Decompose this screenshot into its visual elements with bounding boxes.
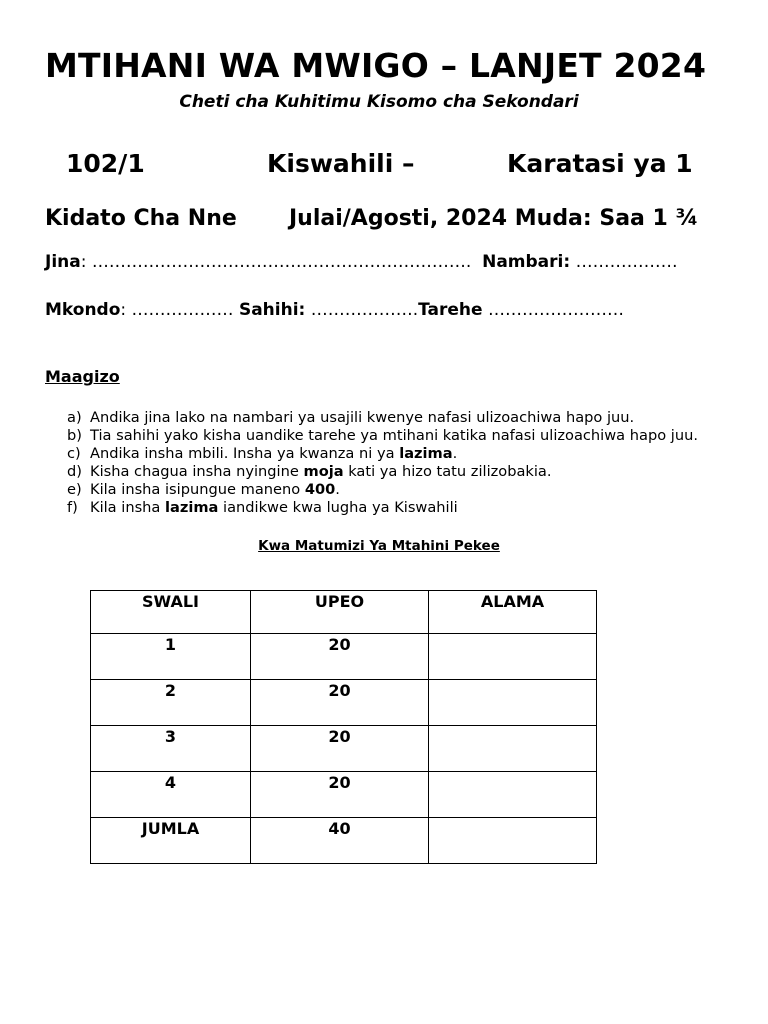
- instruction-emphasis: 400: [304, 481, 336, 498]
- instruction-marker: d): [67, 463, 82, 480]
- table-row: [91, 726, 597, 772]
- instruction-emphasis: moja: [303, 463, 344, 480]
- instruction-text: Kila insha isipungue maneno: [90, 481, 305, 498]
- instruction-marker: e): [67, 481, 82, 498]
- alama-cell[interactable]: [429, 726, 597, 772]
- instruction-text-end: kati ya hizo tatu zilizobakia.: [343, 463, 552, 480]
- instruction-text: Kisha chagua insha nyingine: [90, 463, 304, 480]
- name-label: Jina: [45, 252, 81, 272]
- number-field[interactable]: ………………: [570, 252, 678, 272]
- instruction-item: [67, 445, 698, 463]
- instruction-item: [67, 481, 698, 499]
- instruction-marker: f): [67, 499, 78, 516]
- instruction-text-end: .: [335, 481, 340, 498]
- upeo-cell: 20: [251, 726, 429, 772]
- exam-subtitle: Cheti cha Kuhitimu Kisomo cha Sekondari: [179, 92, 579, 112]
- instruction-marker: a): [67, 409, 82, 426]
- alama-cell[interactable]: [429, 680, 597, 726]
- instruction-text-end: iandikwe kwa lugha ya Kiswahili: [218, 499, 458, 516]
- alama-cell[interactable]: [429, 772, 597, 818]
- instruction-item: [67, 409, 698, 427]
- instruction-text-end: .: [452, 445, 458, 462]
- table-row: [91, 680, 597, 726]
- header-upeo: UPEO: [251, 591, 429, 634]
- number-label: Nambari:: [482, 252, 571, 272]
- table-total-row: [91, 818, 597, 864]
- upeo-cell: 40: [251, 818, 429, 864]
- paper-number: Karatasi ya 1: [507, 149, 693, 178]
- stream-field[interactable]: : ………………: [120, 300, 239, 320]
- date-label: Tarehe: [418, 300, 483, 320]
- signature-label: Sahihi:: [238, 300, 306, 320]
- swali-cell: 3: [91, 726, 251, 772]
- instruction-emphasis: lazima: [165, 499, 219, 516]
- stream-sign-date-line: [45, 300, 624, 320]
- table-row: [91, 772, 597, 818]
- swali-cell: 4: [91, 772, 251, 818]
- instruction-text: Andika jina lako na nambari ya usajili kwenye nafasi ulizoachiwa hapo juu.: [90, 409, 635, 426]
- instruction-text: Tia sahihi yako kisha uandike tarehe ya mtihani katika nafasi ulizoachiwa hapo juu.: [90, 427, 698, 444]
- date-field[interactable]: ……………………: [482, 300, 624, 320]
- swali-cell: 2: [91, 680, 251, 726]
- header-alama: ALAMA: [429, 591, 597, 634]
- signature-field[interactable]: ……………….: [305, 300, 419, 320]
- paper-code: 102/1: [66, 149, 145, 178]
- swali-cell: 1: [91, 634, 251, 680]
- instructions-list: [67, 409, 698, 517]
- instruction-marker: b): [67, 427, 82, 444]
- instruction-item: [67, 463, 698, 481]
- name-field[interactable]: : ………………………………………………………….: [80, 252, 472, 272]
- marks-table: [90, 590, 597, 864]
- header-swali: SWALI: [91, 591, 251, 634]
- stream-label: Mkondo: [45, 300, 121, 320]
- swali-cell: JUMLA: [91, 818, 251, 864]
- examiner-caption: Kwa Matumizi Ya Mtahini Pekee: [258, 538, 500, 554]
- table-row: [91, 634, 597, 680]
- table-header-row: [91, 591, 597, 634]
- instruction-emphasis: lazima: [399, 445, 453, 462]
- instruction-item: [67, 499, 698, 517]
- form-level: Kidato Cha Nne: [45, 206, 237, 231]
- exam-title: MTIHANI WA MWIGO – LANJET 2024: [45, 46, 707, 85]
- upeo-cell: 20: [251, 680, 429, 726]
- instructions-heading: Maagizo: [45, 367, 120, 386]
- alama-cell[interactable]: [429, 634, 597, 680]
- instruction-text: Kila insha: [90, 499, 165, 516]
- subject-name: Kiswahili –: [267, 149, 415, 178]
- name-number-line: [45, 252, 678, 272]
- alama-cell[interactable]: [429, 818, 597, 864]
- instruction-text: Andika insha mbili. Insha ya kwanza ni ya: [90, 445, 400, 462]
- instruction-item: [67, 427, 698, 445]
- upeo-cell: 20: [251, 634, 429, 680]
- date-duration: Julai/Agosti, 2024 Muda: Saa 1 ¾: [289, 206, 699, 231]
- upeo-cell: 20: [251, 772, 429, 818]
- instruction-marker: c): [67, 445, 81, 462]
